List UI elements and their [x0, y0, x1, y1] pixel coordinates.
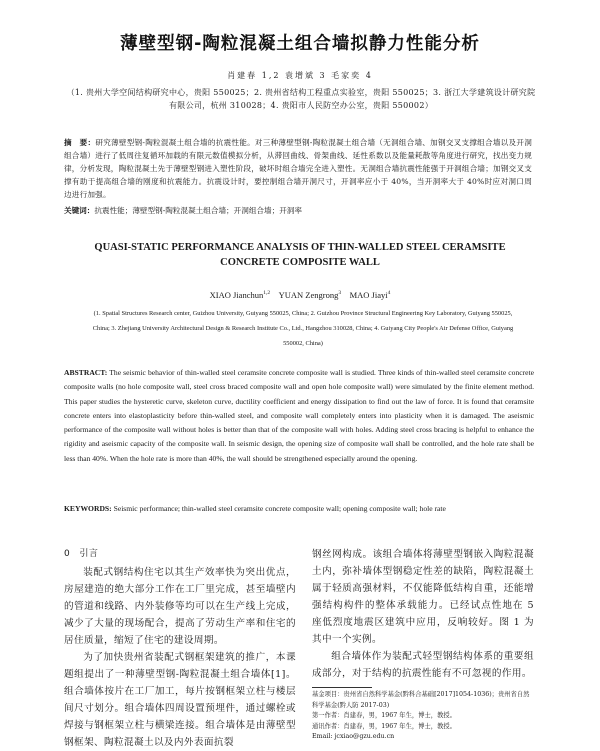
footnote-email: Email: jcxiao@gzu.edu.cn: [312, 733, 395, 740]
english-keywords-label: KEYWORDS:: [64, 504, 112, 513]
body-paragraph: 装配式钢结构住宅以其生产效率快为突出优点，房屋建造的绝大部分工作在工厂里完成，甚至墙壁内的管道和线路、内外装修等均可以在生产线上完成，减少了大量的现场配合，提高了劳动生产率和住宅的居住质量，缩短了住宅的建设周期。: [64, 567, 296, 646]
english-author-3-affil: 4: [387, 290, 391, 297]
english-authors: [0, 290, 600, 300]
body-paragraph: 为了加快贵州省装配式钢框架建筑的推广，本课题组提出了一种薄壁型钢-陶粒混凝土组合墙体[1]。组合墙体按片在工厂加工，每片按钢框架立柱与楼层间尺寸划分。组合墙体四周设置预埋件，通过螺栓或焊接与钢框架立柱与横梁连接。组合墙体是由薄壁型钢框架、陶粒混凝土以及内外表面抗裂: [64, 652, 296, 748]
english-affiliations: (1. Spatial Structures Research center, Guizhou University, Guiyang 550025, China; 2. Guizhou Province Structural Engineering Key Laboratory, Guiyang 550025, China; 3. Zhejiang University Architectural Design & Research Institute Co., Ltd., Hangzhou 310028, China; 4. Guiyang City People's Air Defense Office, Guiyang 550002, China): [92, 310, 514, 347]
body-right-column: [312, 546, 534, 682]
english-title: [0, 240, 600, 270]
section-heading-introduction: 0 引言: [64, 549, 99, 559]
chinese-abstract-label: 摘 要：: [64, 138, 96, 147]
english-author-1-affil: 1,2: [263, 290, 271, 297]
english-keywords: [64, 502, 534, 516]
chinese-title: 薄壁型钢-陶粒混凝土组合墙拟静力性能分析: [120, 34, 480, 54]
footnote-corresponding-author: 通讯作者：肖建春，男，1967 年生，博士，教授。: [312, 722, 456, 730]
english-author-2: YUAN Zengrong: [278, 290, 339, 300]
body-paragraph: 组合墙体作为装配式轻型钢结构体系的重要组成部分，对于结构的抗震性能有不可忽视的作用。: [312, 651, 534, 679]
english-title-line-1: QUASI-STATIC PERFORMANCE ANALYSIS OF THIN-WALLED STEEL CERAMSITE: [94, 242, 506, 253]
english-abstract-label: ABSTRACT:: [64, 368, 108, 377]
english-abstract-text: The seismic behavior of thin-walled steel ceramsite concrete composite wall is studied. Three kinds of thin-walled steel ceramsite concrete composite walls (no hole composite wall, steel cross braced composite wall and open hole composite wall) were simulated by the finite element method. This paper studies the hysteretic curve, skeleton curve, ductility coefficient and energy dissipation to find out the law of force. It is found that ceramsite concrete enters into elastoplasticity before thin-walled steel, and composite wall completely enters into plasticity when it is damaged. The aseismic performance of the composite wall without holes is better than that of the composite wall with holes. Adding steel cross bracing is helpful to enhance the rigidity and aseismic capacity of the composite wall. In seismic design, the opening size of composite wall shall be controlled, and the hole rate shall be less than 40%. When the hole rate is more than 40%, the wall should be strengthened especially around the opening.: [64, 368, 535, 463]
chinese-abstract: [64, 136, 532, 201]
footnotes: [312, 690, 534, 743]
chinese-abstract-text: 研究薄壁型钢-陶粒混凝土组合墙的抗震性能。对三种薄壁型钢-陶粒混凝土组合墙（无洞组合墙、加钢交叉支撑组合墙以及开洞组合墙）进行了低周往复循环加载的有限元数值模拟分析，从滞回曲线、骨架曲线、延性系数以及能量耗散等角度进行研究，找出变力规律，分析发现，陶粒混凝土先于薄壁型钢进入塑性阶段，破坏时组合墙完全进入塑性。无洞组合墙抗震性能强于开洞组合墙；加钢交叉支撑有助于提高组合墙的刚度和抗震能力。抗震设计时，要控制组合墙开洞尺寸，开洞率应小于 40%，当开洞率大于 40%时应对洞口周边进行加强。: [64, 138, 532, 199]
chinese-keywords-label: 关键词：: [64, 206, 95, 215]
english-author-1: XIAO Jianchun: [209, 290, 264, 300]
chinese-keywords: [64, 205, 532, 217]
footnote-funding: 基金项目：贵州省自然科学基金(黔科合基础[2017]1054-1036)；贵州省自然科学基金(黔人防 2017-03): [312, 691, 530, 709]
english-keywords-text: Seismic performance; thin-walled steel ceramsite concrete composite wall; opening composite wall; hole rate: [113, 504, 446, 513]
english-author-3: MAO Jiayi: [349, 290, 388, 300]
body-paragraph: 钢丝网构成。该组合墙体将薄壁型钢嵌入陶粒混凝土内，弥补墙体型钢稳定性差的缺陷，陶粒混凝土属于轻质高强材料，不仅能降低结构自重，还能增强结构构件的整体承载能力。已经试点性地在 5 座低烈度地震区建筑中应用，反响较好。图 1 为其中一个实例。: [312, 549, 534, 645]
footnote-divider: [312, 687, 372, 688]
footnote-first-author: 第一作者：肖建春，男，1967 年生，博士，教授。: [312, 712, 456, 719]
chinese-authors: 肖建春 1,2 袁增斌 3 毛家奕 4: [227, 71, 373, 80]
english-author-2-affil: 3: [338, 290, 342, 297]
chinese-keywords-text: 抗震性能；薄壁型钢-陶粒混凝土组合墙；开洞组合墙；开洞率: [94, 206, 302, 215]
english-abstract: [64, 366, 534, 466]
chinese-affiliations: （1. 贵州大学空间结构研究中心，贵阳 550025；2. 贵州省结构工程重点实验室，贵阳 550025；3. 浙江大学建筑设计研究院有限公司，杭州 310028；4. 贵阳市人民防空办公室，贵阳 550002）: [66, 88, 536, 110]
english-title-line-2: CONCRETE COMPOSITE WALL: [220, 257, 380, 268]
body-left-column: [64, 546, 296, 751]
